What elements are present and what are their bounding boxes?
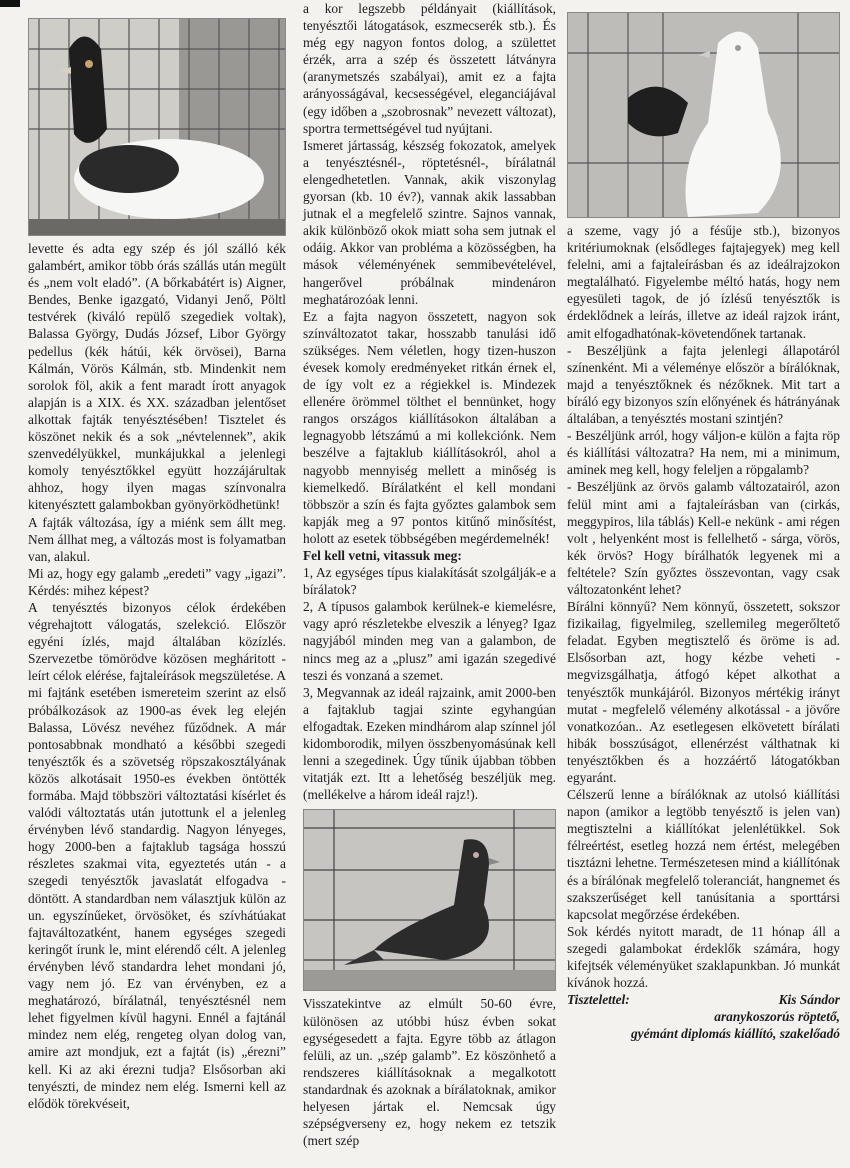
col1-paragraph-1: levette és adta egy szép és jól szálló kék galambért, amikor több órás szállás után megült és „nem volt eladó”. (A bőrkabátért is) Aigner, Bendes, Benke igazgató, Vidanyi Jenő, Pöltl testvérek (kiváló repülő szegediek voltak), Balassa György, Dudás József, Libor György pedellus (kék hátúi, kék örvösei), Barna Kálmán, Vörös Kálmán, stb. Mindenkit nem sorolok föl, akik a fent maradt írott anyagok alapján is a XIX. és XX. században jelentőset alkottak fajták tenyésztésében! Tisztelet és köszönet nekik és a sok „névtelennek”, akik szenvedélyükkel, munkájukkal a jelenlegi komoly tenyésztőkkel együtt hozzájárultak ahhoz, hogy ilyen magas színvonalra kitenyésztett galambokban gyönyörködhetünk! [28, 241, 286, 513]
section-heading: Fel kell vetni, vitassuk meg: [303, 548, 462, 563]
col3-paragraph-1: a szeme, vagy jó a fésűje stb.), bizonyos kritériumoknak (elsődleges fajtajegyek) meg kell felelni, ami a fajtaleírásban és az ideálrajzokon megtalálható. Figyelembe méltó hatás, hogy nem egyesületi tagok, de jó ízlésű tenyésztők is érdeklődnek a leírás, illetve az ideál rajzok iránt, amit elfogadhatónak-követendőnek tartanak. [567, 223, 840, 341]
question-2: 2, A típusos galambok kerülnek-e kiemelésre, vagy apró részletekbe elveszik a lényeg? Igaz nagyjából minden meg van a galambon, de nincs meg az a „plusz” ami igazán szegedivé teszi és vonzaná a szemet. [303, 599, 556, 683]
author-title-2: gyémánt diplomás kiállító, szakelőadó [630, 1026, 840, 1042]
col1-paragraph-4: A tenyésztés bizonyos célok érdekében végrehajtott válogatás, szelekció. Először egyéni ízlés, majd általában közízlés. Szervezetbe tömörödve közösen megháritott - leírt célok elérése, fajtaleírások megszületése. A mi fajtánk esetében ismereteim szerint az első próbálkozások az 1900-as évek leg elején Balassa, Lövész nevéhez fűződnek. A már pontosabbnak mondható a későbbi szegedi tenyésztők és a szövetség röpszakosztályának közös alkotásait 1950-es években öntötték formába. Majd többszöri változtatási kísérlet és valódi változtatás után jutottunk el a jelenleg érvényben lévő standardig. Nagyon lényeges, hogy 2000-ben a fajtaklub tagsága hosszú részletes szakmai vita, egyeztetés után - a szegedi tenyésztők javaslatát elfogadva - döntött. A standardban nem választjuk külön az un. egyszínűeket, örvösöket, és szívhátúakat fajtaváltozatként, hanem egységes szegedi keringőt írunk le, mint elérendő célt. A jelenleg érvényben lévő standardra lehet mondani jó, vagy nem jó. Ez van érvényben, ez a meghatározó, bírálatnál, tenyésztésnél nem lehet figyelmen kívül hagyni. Ennél a fajtánál mindez nem elég, rengeteg olyan dolog van, amire azt mondjuk, ezt a fajtát (is) „érezni” kell. Ki az aki érezni tudja? Elsősorban aki tenyészti, de mindez nem elég. Ismerni kell az elődök törekvéseit, [28, 599, 286, 1111]
author-name: Kis Sándor [778, 992, 840, 1008]
col2-paragraph-1: a kor legszebb példányait (kiállítások, tenyésztői látogatások, eszmecserék stb.). És még egy nagyon fontos dolog, a születtet érzék, arra a szép és összetett látványra (aranymetszés szabályai), amit ez a fajta arányosságával, kecsességével, eleganciájával (egy időben a „szobrosnak” nevezett változat), sportra termettségével tud nyújtani. [303, 1, 556, 136]
col2-paragraph-2: Ismeret jártasság, készség fokozatok, amelyek a tenyésztésnél-, röptetésnél-, bírálatnál elengedhetetlen. Vannak, akik viszonylag gyorsan (kb. 10 év?), vannak akik lassabban jutnak el a megfelelő szintre. Sajnos vannak, akik különböző okok miatt soha sem jutnak el odáig. Akkor van probléma a közösségben, ha mások véleményének semmibevételével, hangerővel próbálnak mindenáron meghatározóak lenni. [303, 137, 556, 307]
column-2 [303, 0, 556, 1149]
closing-greeting: Tisztelettel: [567, 992, 630, 1008]
col1-paragraph-2: A fajták változása, így a miénk sem állt meg. Nem állhat meg, a változás most is folyamatban van, alakul. [28, 514, 286, 564]
col3-paragraph-4: - Beszéljünk az örvös galamb változatairól, azon felül mint ami a fajtaleírásban van (cirkás, meggypiros, lila táblás) Kell-e nekünk - ami régen volt , helyenként most is fellelhető - sárga, vörös, kék örvös? Hogy bírálhatók legyenek mi a feltétele? Szín győztes összevontan, vagy csak változatonként lehet? [567, 479, 840, 597]
author-title-1: aranykoszorús röptető, [714, 1009, 840, 1025]
col3-paragraph-5: Bírálni könnyű? Nem könnyű, összetett, sokszor fizikailag, figyelmileg, szellemileg megerőltető feladat. Egyben megtisztelő és öröme is ad. Elsősorban azt, hogy kézbe veheti - megvizsgálhatja, átfogó képet alkothat a tenyésztők munkájáról. Bizonyos mértékig irányt mutat - megfelelő vélemény alkotással - a jövőre vonatkozóan.. Az esetlegesen elkövetett bírálati hibák bosszúságot, ellenérzést válthatnak ki tenyésztőkben és a hozzáértő látogatókban egyaránt. [567, 599, 840, 785]
col2-paragraph-after-photo: Visszatekintve az elmúlt 50-60 évre, különösen az utóbbi húsz évben sokat egységesedett a fajta. Egyre több az átlagon felüli, az un. „szép galamb”. Ez köszönhető a rendszeres kiállításoknak a megalkotott standardnak és azoknak a bírálatoknak, amikor helyesen jártak el. Nemcsak úgy szépségverseny ez, hogy nekem ez tetszik (mert szép [303, 996, 556, 1149]
col3-paragraph-3: - Beszéljünk arról, hogy váljon-e külön a fajta röp és kiállítási változatra? Ha nem, mi a minimum, aminek meg kell, hogy feleljen a röpgalamb? [567, 428, 840, 478]
signature-row [567, 991, 840, 1008]
col3-paragraph-2: - Beszéljünk a fajta jelenlegi állapotáról színenként. Mi a véleménye először a bírálóknak, majd a tenyésztőknek és nézőknek. Mit tart a bíráló egy bizonyos szín előnyének és hátrányának általában, a tenyésztés mostani szintjén? [567, 342, 840, 427]
pigeon-photo-3 [567, 12, 840, 218]
page-corner-mark [0, 0, 20, 7]
question-1: 1, Az egységes típus kialakítását szolgálják-e a bírálatok? [303, 565, 556, 598]
question-3: 3, Megvannak az ideál rajzaink, amit 2000-ben a fajtaklub tagjai szinte egyhangúan elfogadtak. Ezeken mindhárom alap színnel jól kidomborodik, milyen összbenyomásúnak kell lenni a szegedinek. Úgy tűnik újabban többen vitatják ezt. Itt a lehetőség beszéljük meg. (mellékelve a három ideál rajz!). [303, 684, 556, 803]
white-pigeon-image [568, 13, 839, 217]
pigeon-photo-2 [303, 809, 556, 991]
col2-paragraph-3: Ez a fajta nagyon összetett, nagyon sok színváltozatot takar, hosszabb tanulási idő szükséges. Nem véletlen, hogy tizen-huszon évesek komoly eredményeket ritkán érnek el, de így volt ez a régiekkel is. Mindezek ellenére örömmel tölthet el bennünket, hogy rangos országos kiállításokon általában a legnagyobb létszámú a mi kollekciónk. Nem beszélve a fajtaklub kiállításokról, ahol a nagyobb mennyiség mellett a minőség is kiemelkedő. Bírálatként el kell mondani többször a szín és fajta győztes galambok sem kapják meg a 97 pontos kitűnő minősítést, holott az esetek többségében megérdemelnék! [303, 308, 556, 546]
column-3 [567, 0, 840, 1043]
column-1 [28, 0, 286, 1112]
col3-paragraph-6: Célszerű lenne a bírálóknak az utolsó kiállítási napon (amikor a legtöbb tenyésztő is jelen van) megtisztelni a kiállítókat jelenlétükkel. Sok félreértést, esetleg hozzá nem értést, melegében tisztázni lehetne. Természetesen mind a kiállítónak és a bírálónak megfelelő toleranciát, hangnemet és szakszerűséget kell tanúsítania a sporttársi kapcsolat megőrzése érdekében. [567, 787, 840, 922]
pigeon-photo-1 [28, 18, 286, 236]
col1-paragraph-3: Mi az, hogy egy galamb „eredeti” vagy „igazi”. Kérdés: mihez képest? [28, 565, 286, 598]
pigeon-in-cage-image [29, 19, 285, 235]
col3-paragraph-7: Sok kérdés nyitott maradt, de 11 hónap áll a szegedi galambokat érdeklők számára, hogy kifejtsék véleményüket szaklapunkban. Jó munkát kívánok hozzá. [567, 923, 840, 991]
dark-pigeon-image [304, 810, 555, 990]
